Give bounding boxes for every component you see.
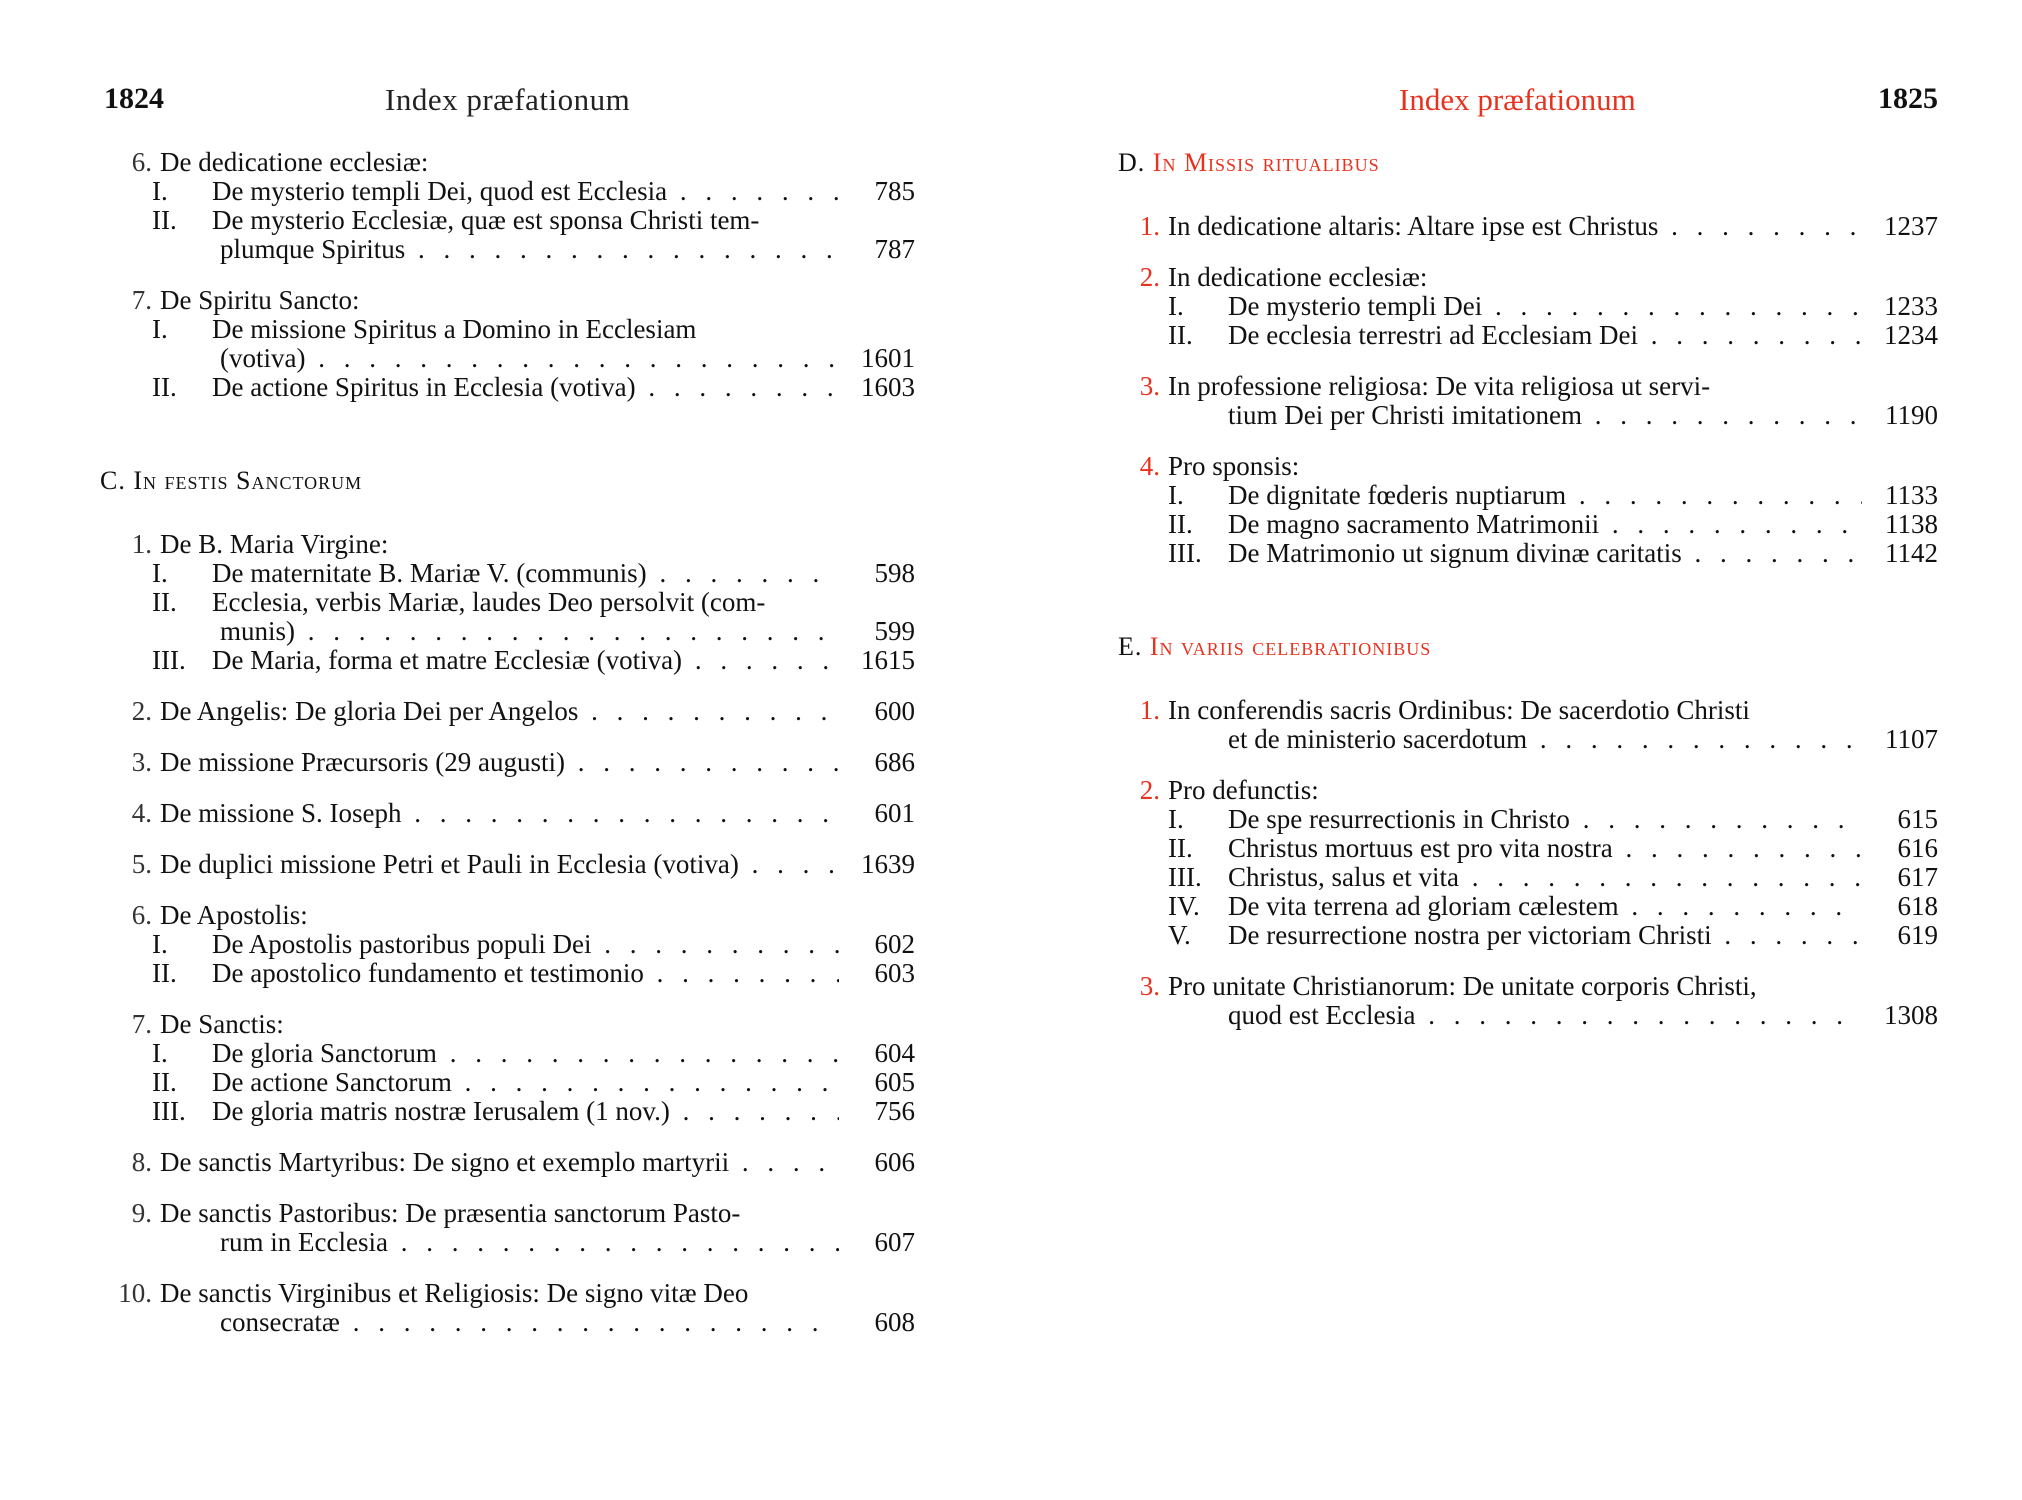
entry-number: 1. [1139, 695, 1160, 725]
entry-page-number: 1601 [861, 343, 915, 373]
entry-line [100, 1279, 915, 1308]
entry-text: De gloria Sanctorum . . . [212, 1039, 839, 1068]
entry-number: 6. [131, 900, 152, 930]
entry-page-number: 619 [1897, 920, 1938, 950]
sub-entry-number: I. [1168, 480, 1184, 510]
entry-line [1118, 292, 1938, 321]
entry-number: 7. [131, 285, 152, 315]
entry-page-number: 756 [874, 1096, 915, 1126]
entry-page-number: 601 [874, 798, 915, 828]
entry-page-number: 1639 [861, 849, 915, 879]
entry-text: De missione Spiritus a Domino in Ecclesiam [212, 315, 697, 344]
section-title: In variis celebrationibus [1149, 632, 1432, 661]
entry-text: De sanctis Pastoribus: De præsentia sanctorum Pasto- [160, 1199, 741, 1228]
entry-text: tium Dei per Christi imitationem . . . [1228, 401, 1862, 430]
section-title: In festis Sanctorum [133, 466, 363, 495]
sub-entry-number: I. [152, 176, 168, 206]
sub-entry-number: II. [152, 958, 177, 988]
entry-line [100, 959, 915, 988]
entry-page-number: 599 [874, 616, 915, 646]
entry-text: quod est Ecclesia . . . [1228, 1001, 1862, 1030]
sub-entry-number: II. [1168, 509, 1193, 539]
entry-number: 1. [131, 529, 152, 559]
entry-page-number: 618 [1897, 891, 1938, 921]
entry-line [1118, 481, 1938, 510]
entry-text: De sanctis Martyribus: De signo et exemplo martyrii . . . [160, 1148, 839, 1177]
sub-entry-number: II. [1168, 833, 1193, 863]
entry-number: 4. [131, 798, 152, 828]
entry-text: In dedicatione altaris: Altare ipse est Christus . . . [1168, 212, 1862, 241]
entry-text: De sanctis Virginibus et Religiosis: De signo vitæ Deo [160, 1279, 749, 1308]
entry-number: 6. [131, 147, 152, 177]
entry-text: Pro unitate Christianorum: De unitate corporis Christi, [1168, 972, 1757, 1001]
entry-text: consecratæ . . . [220, 1308, 839, 1337]
entry-line [100, 748, 915, 777]
entry-text: De actione Sanctorum . . . [212, 1068, 839, 1097]
page-header [1118, 82, 1938, 122]
entry-text: plumque Spiritus . . . [220, 235, 839, 264]
entry-heading [1118, 452, 1938, 481]
sub-entry-number: III. [1168, 862, 1202, 892]
entry-page-number: 1233 [1884, 291, 1938, 321]
entry-heading [1118, 263, 1938, 292]
entry-number: 2. [1139, 262, 1160, 292]
index-entry [100, 748, 915, 777]
entry-text: De missione Præcursoris (29 augusti) . . . [160, 748, 839, 777]
entry-page-number: 785 [874, 176, 915, 206]
sub-entry-number: III. [152, 1096, 186, 1126]
section-title: In Missis ritualibus [1152, 148, 1380, 177]
entry-line [100, 315, 915, 344]
entry-text: De vita terrena ad gloriam cælestem . . . [1228, 892, 1862, 921]
entry-page-number: 615 [1897, 804, 1938, 834]
index-entry [100, 1279, 915, 1337]
entry-text: Ecclesia, verbis Mariæ, laudes Deo persolvit (com- [212, 588, 766, 617]
entry-number: 10. [118, 1278, 152, 1308]
entry-line [1118, 863, 1938, 892]
entry-page-number: 1234 [1884, 320, 1938, 350]
entry-title: In dedicatione ecclesiæ: [1168, 263, 1428, 292]
entry-title: Pro defunctis: [1168, 776, 1319, 805]
entry-line [1118, 805, 1938, 834]
entry-line [100, 799, 915, 828]
entry-line [100, 1148, 915, 1177]
index-entry [100, 1199, 915, 1257]
entry-line [100, 646, 915, 675]
entry-line [100, 1228, 915, 1257]
entry-line [1118, 972, 1938, 1001]
entry-heading [1118, 776, 1938, 805]
sub-entry-number: II. [152, 587, 177, 617]
entry-text: Christus, salus et vita . . . [1228, 863, 1862, 892]
entry-text: De mysterio templi Dei . . . [1228, 292, 1862, 321]
entry-line [100, 177, 915, 206]
entry-page-number: 1107 [1885, 724, 1938, 754]
entry-text: De Maria, forma et matre Ecclesiæ (votiva) . . . [212, 646, 839, 675]
section-letter: C. [100, 466, 126, 495]
entry-line [1118, 834, 1938, 863]
entry-page-number: 1133 [1885, 480, 1938, 510]
entry-line [100, 206, 915, 235]
entry-heading [100, 286, 915, 315]
index-entry [1118, 212, 1938, 241]
entry-title: De Apostolis: [160, 901, 308, 930]
index-entry [100, 286, 915, 402]
entry-page-number: 686 [874, 747, 915, 777]
entry-line [1118, 510, 1938, 539]
section-heading-e [1118, 632, 1938, 662]
entry-number: 4. [1139, 451, 1160, 481]
sub-entry-number: I. [1168, 804, 1184, 834]
entry-text: De Angelis: De gloria Dei per Angelos . . . [160, 697, 839, 726]
entry-line [1118, 212, 1938, 241]
entry-text: In conferendis sacris Ordinibus: De sacerdotio Christi [1168, 696, 1750, 725]
sub-entry-number: II. [1168, 320, 1193, 350]
running-head: Index præfationum [385, 82, 631, 117]
entry-text: De mysterio Ecclesiæ, quæ est sponsa Christi tem- [212, 206, 760, 235]
entry-line [1118, 725, 1938, 754]
entry-line [100, 1097, 915, 1126]
entry-text: (votiva) . . . [220, 344, 839, 373]
entry-page-number: 1237 [1884, 211, 1938, 241]
sub-entry-number: III. [1168, 538, 1202, 568]
sub-entry-number: I. [152, 929, 168, 959]
entry-number: 2. [1139, 775, 1160, 805]
entry-text: De Matrimonio ut signum divinæ caritatis . . . [1228, 539, 1862, 568]
entry-line [100, 344, 915, 373]
entry-line [100, 1039, 915, 1068]
entry-page-number: 606 [874, 1147, 915, 1177]
entry-text: De duplici missione Petri et Pauli in Ecclesia (votiva) . . . [160, 850, 839, 879]
entry-line [1118, 696, 1938, 725]
entry-heading [100, 1010, 915, 1039]
page-number: 1825 [1878, 82, 1938, 115]
entry-line [1118, 401, 1938, 430]
sub-entry-number: I. [152, 314, 168, 344]
entry-number: 3. [131, 747, 152, 777]
entry-text: De actione Spiritus in Ecclesia (votiva) . . . [212, 373, 839, 402]
entry-text: De gloria matris nostræ Ierusalem (1 nov.) . . . [212, 1097, 839, 1126]
entry-page-number: 603 [874, 958, 915, 988]
index-entry [1118, 263, 1938, 350]
running-head: Index præfationum [1399, 82, 1636, 117]
entry-text: De Apostolis pastoribus populi Dei . . . [212, 930, 839, 959]
entry-page-number: 602 [874, 929, 915, 959]
page-header [100, 82, 915, 122]
section-letter: E. [1118, 632, 1143, 661]
entry-number: 2. [131, 696, 152, 726]
sub-entry-number: IV. [1168, 891, 1200, 921]
entry-title: De Spiritu Sancto: [160, 286, 360, 315]
entries-continued [100, 148, 915, 402]
entry-page-number: 787 [874, 234, 915, 264]
sub-entry-number: II. [152, 1067, 177, 1097]
entry-text: De dignitate fœderis nuptiarum . . . [1228, 481, 1862, 510]
entry-title: Pro sponsis: [1168, 452, 1300, 481]
section-heading-c [100, 466, 915, 496]
entry-page-number: 1190 [1885, 400, 1938, 430]
entry-number: 7. [131, 1009, 152, 1039]
entry-page-number: 1603 [861, 372, 915, 402]
sub-entry-number: III. [152, 645, 186, 675]
index-entry [100, 148, 915, 264]
entry-page-number: 616 [1897, 833, 1938, 863]
sub-entry-number: I. [1168, 291, 1184, 321]
section-letter: D. [1118, 148, 1146, 177]
index-content [1118, 148, 1938, 1052]
entry-line [100, 850, 915, 879]
entry-line [100, 697, 915, 726]
entry-text: rum in Ecclesia . . . [220, 1228, 839, 1257]
entry-line [100, 930, 915, 959]
entry-text: De missione S. Ioseph . . . [160, 799, 839, 828]
index-entry [1118, 776, 1938, 950]
entry-page-number: 604 [874, 1038, 915, 1068]
entry-number: 5. [131, 849, 152, 879]
page-number: 1824 [104, 82, 164, 115]
entry-page-number: 1138 [1885, 509, 1938, 539]
sub-entry-number: II. [152, 372, 177, 402]
entry-title: De Sanctis: [160, 1010, 284, 1039]
entry-page-number: 600 [874, 696, 915, 726]
section-heading-d [1118, 148, 1938, 178]
entry-line [100, 373, 915, 402]
index-entry [100, 1148, 915, 1177]
entry-number: 3. [1139, 371, 1160, 401]
index-entry [100, 901, 915, 988]
entry-text: et de ministerio sacerdotum . . . [1228, 725, 1862, 754]
entry-page-number: 617 [1897, 862, 1938, 892]
index-content [100, 148, 915, 1359]
entry-page-number: 608 [874, 1307, 915, 1337]
entry-text: De magno sacramento Matrimonii . . . [1228, 510, 1862, 539]
entry-text: De maternitate B. Mariæ V. (communis) . . . [212, 559, 839, 588]
index-entry [100, 697, 915, 726]
entry-title: De B. Maria Virgine: [160, 530, 389, 559]
entry-text: De apostolico fundamento et testimonio . . . [212, 959, 839, 988]
index-entry [1118, 452, 1938, 568]
sub-entry-number: I. [152, 558, 168, 588]
index-entry [1118, 372, 1938, 430]
entry-line [1118, 892, 1938, 921]
entry-line [100, 1199, 915, 1228]
entry-text: De mysterio templi Dei, quod est Ecclesia . . . [212, 177, 839, 206]
entry-line [100, 588, 915, 617]
index-entry [1118, 696, 1938, 754]
entry-text: De spe resurrectionis in Christo . . . [1228, 805, 1862, 834]
entry-line [1118, 321, 1938, 350]
entry-page-number: 607 [874, 1227, 915, 1257]
entry-line [100, 1308, 915, 1337]
entry-heading [100, 530, 915, 559]
index-entry [100, 799, 915, 828]
entry-line [1118, 372, 1938, 401]
entry-number: 1. [1139, 211, 1160, 241]
entry-line [1118, 1001, 1938, 1030]
entry-line [100, 617, 915, 646]
index-entry [100, 850, 915, 879]
entry-page-number: 1142 [1885, 538, 1938, 568]
sub-entry-number: I. [152, 1038, 168, 1068]
entry-text: De ecclesia terrestri ad Ecclesiam Dei . . . [1228, 321, 1862, 350]
entry-line [100, 235, 915, 264]
entry-number: 8. [131, 1147, 152, 1177]
entry-page-number: 1308 [1884, 1000, 1938, 1030]
entry-line [1118, 921, 1938, 950]
entry-text: Christus mortuus est pro vita nostra . . . [1228, 834, 1862, 863]
entry-text: De resurrectione nostra per victoriam Christi . . . [1228, 921, 1862, 950]
entries-section-d [1118, 212, 1938, 568]
entry-text: munis) . . . [220, 617, 839, 646]
entry-number: 3. [1139, 971, 1160, 1001]
entries-section-c [100, 530, 915, 1337]
sub-entry-number: II. [152, 205, 177, 235]
entry-line [100, 559, 915, 588]
entry-line [100, 1068, 915, 1097]
entry-heading [100, 901, 915, 930]
entry-heading [100, 148, 915, 177]
entry-page-number: 1615 [861, 645, 915, 675]
entries-section-e [1118, 696, 1938, 1030]
entry-title: De dedicatione ecclesiæ: [160, 148, 429, 177]
index-entry [100, 1010, 915, 1126]
entry-number: 9. [131, 1198, 152, 1228]
entry-text: In professione religiosa: De vita religiosa ut servi- [1168, 372, 1711, 401]
index-entry [1118, 972, 1938, 1030]
entry-page-number: 605 [874, 1067, 915, 1097]
sub-entry-number: V. [1168, 920, 1191, 950]
index-entry [100, 530, 915, 675]
entry-page-number: 598 [874, 558, 915, 588]
entry-line [1118, 539, 1938, 568]
